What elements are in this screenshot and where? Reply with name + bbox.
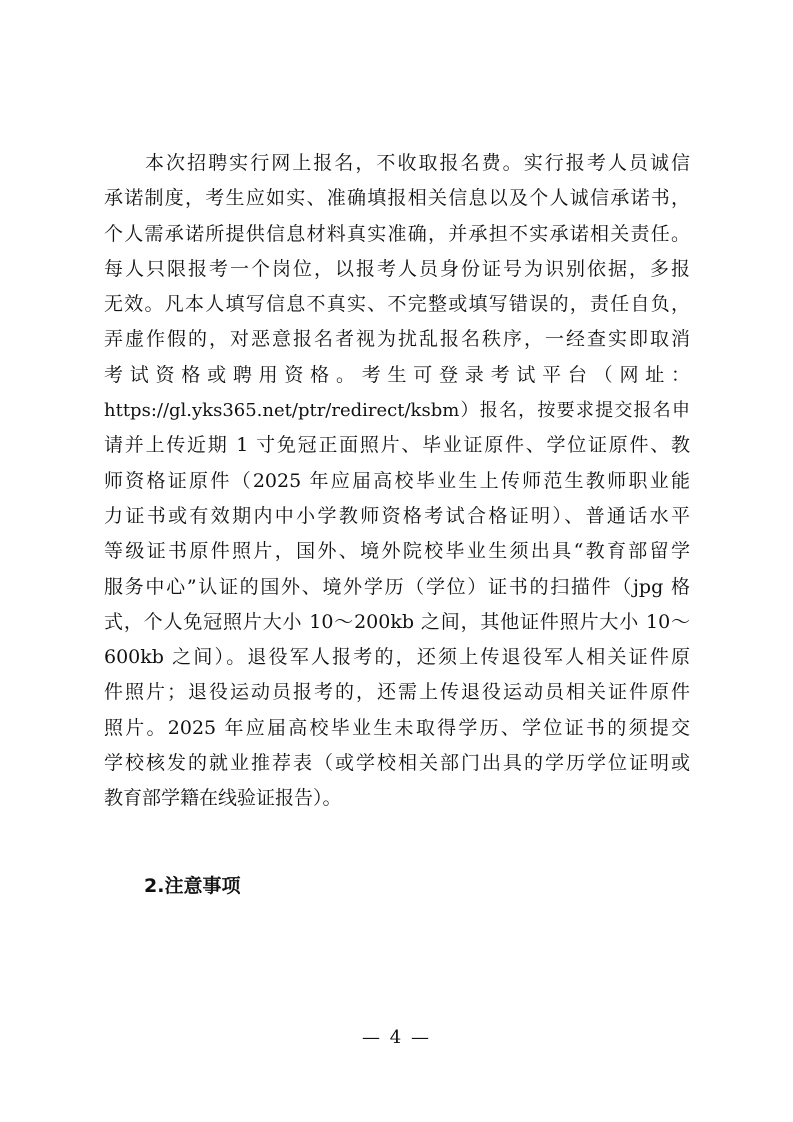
- paragraph-line: 教育部学籍在线验证报告）。: [104, 787, 342, 810]
- paragraph-line: 照片。2025 年应届高校毕业生未取得学历、学位证书的须提交: [104, 716, 690, 739]
- paragraph-line: 式，个人免冠照片大小 10～200kb 之间，其他证件照片大小 10～: [104, 610, 690, 633]
- paragraph-line: 无效。凡本人填写信息不真实、不完整或填写错误的，责任自负，: [104, 293, 690, 316]
- registration-paragraph: [104, 146, 690, 817]
- paragraph-line: 承诺制度，考生应如实、准确填报相关信息以及个人诚信承诺书，: [104, 187, 690, 210]
- paragraph-line: 等级证书原件照片，国外、境外院校毕业生须出具“教育部留学: [104, 540, 690, 563]
- paragraph-line: 600kb 之间）。退役军人报考的，还须上传退役军人相关证件原: [104, 646, 690, 669]
- paragraph-line: 请并上传近期 1 寸免冠正面照片、毕业证原件、学位证原件、教: [104, 434, 690, 457]
- paragraph-line: 师资格证原件（2025 年应届高校毕业生上传师范生教师职业能: [104, 469, 690, 492]
- paragraph-line-url: https://gl.yks365.net/ptr/redirect/ksbm）报名，按要求提交报名申: [104, 400, 690, 422]
- section-heading: 2.注意事项: [144, 875, 241, 897]
- page-number: — 4 —: [362, 1027, 431, 1048]
- paragraph-line: 弄虚作假的，对恶意报名者视为扰乱报名秩序，一经查实即取消: [104, 328, 690, 351]
- paragraph-line: 考试资格或聘用资格。考生可登录考试平台（网址：: [104, 363, 690, 386]
- paragraph-line: 每人只限报考一个岗位，以报考人员身份证号为识别依据，多报: [104, 257, 690, 280]
- paragraph-line: 本次招聘实行网上报名，不收取报名费。实行报考人员诚信: [145, 152, 690, 174]
- paragraph-line: 服务中心”认证的国外、境外学历（学位）证书的扫描件（jpg 格: [104, 575, 690, 598]
- paragraph-line: 力证书或有效期内中小学教师资格考试合格证明）、普通话水平: [104, 504, 690, 527]
- paragraph-line: 学校核发的就业推荐表（或学校相关部门出具的学历学位证明或: [104, 752, 690, 775]
- paragraph-line: 个人需承诺所提供信息材料真实准确，并承担不实承诺相关责任。: [104, 222, 690, 245]
- paragraph-line: 件照片；退役运动员报考的，还需上传退役运动员相关证件原件: [104, 681, 690, 704]
